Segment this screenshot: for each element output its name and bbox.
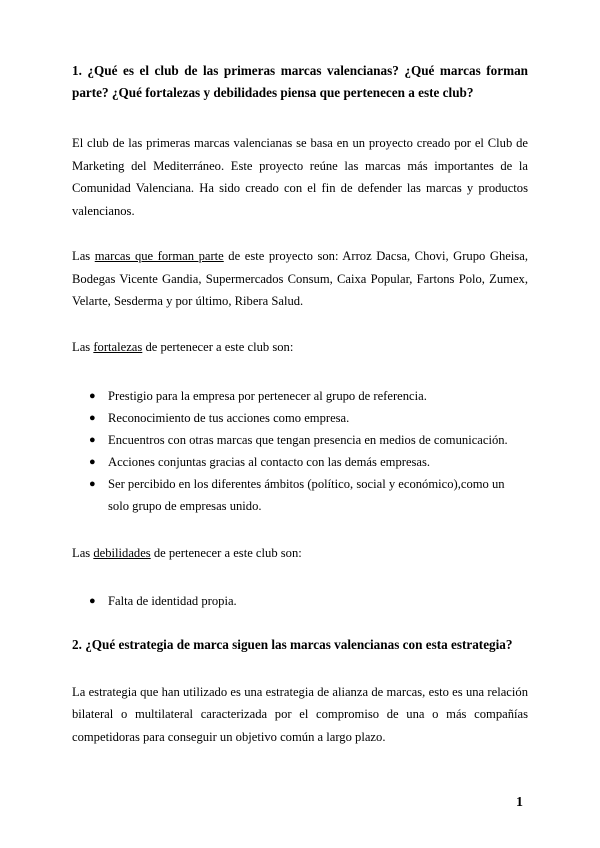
list-item bbox=[72, 407, 528, 429]
list-item bbox=[72, 429, 528, 451]
brands-list-text: de este proyecto son: Arroz Dacsa, Chovi, Grupo Gheisa, Bodegas Vicente Gandia, Supermercados Consum, Caixa Popular, Fartons Polo, Zumex, Velarte, Sesderma y por último, Ribera Salud. bbox=[72, 249, 528, 308]
question-1-paragraph-intro: El club de las primeras marcas valencianas se basa en un proyecto creado por el Club de Marketing del Mediterráneo. Este proyecto reúne las marcas más importantes de la Comunidad Valenciana. Ha sido creado con el fin de defender las marcas y productos valencianos. bbox=[72, 136, 528, 218]
strengths-intro bbox=[72, 336, 528, 359]
strength-text: Reconocimiento de tus acciones como empresa. bbox=[108, 411, 350, 425]
list-item bbox=[72, 451, 528, 473]
bullet-icon: ● bbox=[89, 594, 96, 607]
brands-prefix: Las bbox=[72, 249, 95, 263]
question-2-heading: 2. ¿Qué estrategia de marca siguen las marcas valencianas con esta estrategia? bbox=[72, 636, 513, 652]
weaknesses-list bbox=[72, 590, 528, 612]
bullet-icon: ● bbox=[89, 390, 96, 402]
strength-text: Prestigio para la empresa por pertenecer al grupo de referencia. bbox=[108, 389, 427, 403]
bullet-icon: ● bbox=[89, 478, 96, 490]
strengths-rest: de pertenecer a este club son: bbox=[142, 339, 294, 354]
bullet-icon: ● bbox=[89, 434, 96, 446]
weaknesses-intro bbox=[72, 542, 528, 565]
question-2-paragraph: La estrategia que han utilizado es una estrategia de alianza de marcas, esto es una relación bilateral o multilateral caracterizada por el compromiso de una o más compañías competidoras para conseguir un objetivo común a largo plazo. bbox=[72, 684, 528, 744]
brands-underlined-term: marcas que forman parte bbox=[94, 249, 224, 263]
strength-text: Ser percibido en los diferentes ámbitos (político, social y económico),como un solo grupo de empresas unido. bbox=[108, 477, 505, 513]
list-item bbox=[72, 590, 528, 612]
strength-text: Acciones conjuntas gracias al contacto con las demás empresas. bbox=[108, 455, 431, 469]
strengths-list bbox=[72, 385, 528, 517]
weaknesses-underlined-term: debilidades bbox=[93, 546, 151, 560]
strengths-underlined-term: fortalezas bbox=[93, 339, 143, 354]
document-page bbox=[72, 60, 528, 748]
strengths-prefix: Las bbox=[72, 339, 94, 354]
question-1-paragraph-brands bbox=[72, 245, 528, 313]
weaknesses-prefix: Las bbox=[72, 546, 94, 560]
list-item bbox=[72, 385, 528, 407]
bullet-icon: ● bbox=[89, 456, 96, 468]
strength-text: Encuentros con otras marcas que tengan presencia en medios de comunicación. bbox=[108, 433, 508, 447]
weakness-text: Falta de identidad propia. bbox=[108, 593, 237, 608]
bullet-icon: ● bbox=[89, 412, 96, 424]
question-1-heading: 1. ¿Qué es el club de las primeras marcas valencianas? ¿Qué marcas forman parte? ¿Qué fortalezas y debilidades piensa que pertenecen a este club? bbox=[72, 63, 528, 100]
weaknesses-rest: de pertenecer a este club son: bbox=[150, 546, 302, 560]
list-item bbox=[72, 473, 528, 517]
page-number: 1 bbox=[516, 795, 523, 810]
